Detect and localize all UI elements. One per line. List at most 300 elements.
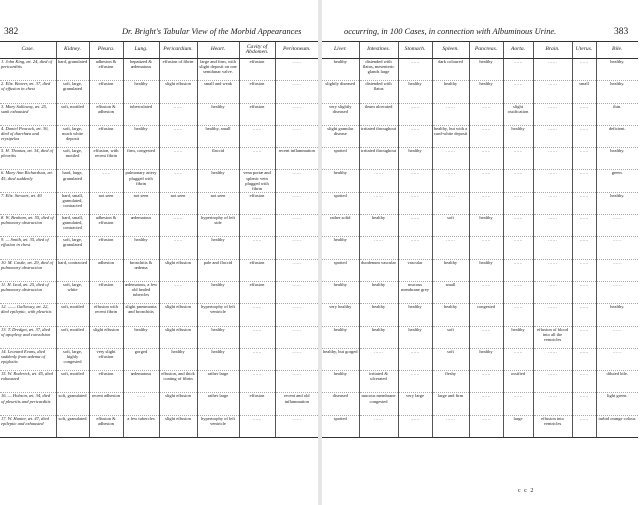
table-cell: …… <box>359 170 398 192</box>
case-cell: 4. Daniel Peacock, æt. 30, died of diarrhœa and erysipelas <box>0 125 56 147</box>
right-column-header: Pancreas. <box>469 42 503 59</box>
table-cell: …… <box>359 237 398 259</box>
table-cell: irritated & ulcerated <box>359 371 398 393</box>
case-cell: 2. Eliz. Beaver, æt. 37, died of effusion in chest <box>0 81 56 103</box>
table-cell: …… <box>533 304 572 326</box>
table-cell: œdematous <box>123 215 159 237</box>
table-cell: …… <box>359 348 398 370</box>
table-cell: …… <box>503 348 533 370</box>
table-cell: …… <box>239 371 275 393</box>
table-cell: slight effusion <box>159 415 197 437</box>
table-cell: effusion <box>239 259 275 281</box>
table-cell: healthy <box>322 281 359 303</box>
table-cell: …… <box>503 237 533 259</box>
table-row <box>322 304 638 326</box>
case-cell: 11. H. Ixod, æt. 25, died of pulmonary obstruction <box>0 281 56 303</box>
table-cell: slight granular disease <box>322 125 359 147</box>
table-cell: slight ossification <box>503 103 533 125</box>
table-cell: …… <box>596 348 638 370</box>
table-row <box>322 237 638 259</box>
table-row <box>322 59 638 81</box>
left-column-header: Cavity of Abdomen. <box>239 42 275 59</box>
table-row <box>0 103 318 125</box>
table-row <box>0 192 318 214</box>
table-cell: …… <box>572 215 596 237</box>
table-cell: very slightly diseased <box>322 103 359 125</box>
table-cell: …… <box>359 415 398 437</box>
table-row <box>0 81 318 103</box>
table-cell: …… <box>275 192 318 214</box>
table-cell: …… <box>239 148 275 170</box>
table-cell: healthy <box>398 148 432 170</box>
table-cell: healthy <box>322 371 359 393</box>
table-cell: healthy <box>322 170 359 192</box>
table-row <box>0 148 318 170</box>
right-column-header: Brain. <box>533 42 572 59</box>
table-cell: …… <box>275 81 318 103</box>
right-column-header: Spleen. <box>432 42 469 59</box>
table-cell: healthy <box>322 326 359 348</box>
table-cell: …… <box>432 237 469 259</box>
table-cell: slight effusion <box>159 393 197 415</box>
table-cell: rather large <box>197 371 239 393</box>
table-cell: …… <box>275 215 318 237</box>
table-cell: …… <box>572 371 596 393</box>
table-cell: …… <box>572 326 596 348</box>
table-cell: …… <box>572 103 596 125</box>
table-cell: …… <box>533 259 572 281</box>
table-cell: …… <box>596 215 638 237</box>
table-cell: slight pneumonia and bronchitis <box>123 304 159 326</box>
table-row <box>322 371 638 393</box>
case-cell: 6. Mary Ann Richardson, æt. 45, died suddenly <box>0 170 56 192</box>
table-cell: small <box>432 281 469 303</box>
table-cell: healthy <box>432 304 469 326</box>
table-cell: healthy. <box>596 148 638 170</box>
table-cell: effusion, with recent fibrin <box>89 148 123 170</box>
table-cell: …… <box>432 148 469 170</box>
table-cell: healthy <box>432 81 469 103</box>
table-cell: …… <box>503 148 533 170</box>
table-row <box>0 281 318 303</box>
table-cell: gorged <box>123 348 159 370</box>
table-cell: light green. <box>596 393 638 415</box>
table-cell: …… <box>503 281 533 303</box>
table-cell: …… <box>572 304 596 326</box>
table-cell: soft <box>432 326 469 348</box>
table-cell: …… <box>159 237 197 259</box>
table-row <box>322 393 638 415</box>
table-cell: healthy <box>322 59 359 81</box>
table-cell: …… <box>432 192 469 214</box>
table-cell: soft, large, granulated <box>56 81 89 103</box>
table-cell: …… <box>503 81 533 103</box>
table-cell: healthy <box>197 103 239 125</box>
case-cell: 5. H. Thomas, æt. 34, died of pleuritis <box>0 148 56 170</box>
table-cell: healthy <box>197 326 239 348</box>
table-cell: healthy <box>469 215 503 237</box>
case-cell: 15. W. Roderick, æt. 45, died exhausted <box>0 371 56 393</box>
left-column-header: Lung. <box>123 42 159 59</box>
table-cell: hypertrophy of left ventricle <box>197 415 239 437</box>
table-cell: …… <box>469 281 503 303</box>
table-cell: soft, mottled <box>56 326 89 348</box>
table-cell: effusion <box>239 192 275 214</box>
table-cell: distended with flatus, mesenteric glands large <box>359 59 398 81</box>
case-cell: 10. M. Castle, æt. 29, died of pulmonary obstruction <box>0 259 56 281</box>
table-cell: …… <box>503 59 533 81</box>
table-cell: hepatized & œdematous <box>123 59 159 81</box>
table-cell: not seen <box>197 192 239 214</box>
table-cell: hard, granulated <box>56 59 89 81</box>
table-cell: …… <box>398 170 432 192</box>
table-cell: mucous membrane congested <box>359 393 398 415</box>
table-cell: …… <box>275 170 318 192</box>
table-cell: healthy <box>159 348 197 370</box>
table-cell: …… <box>359 192 398 214</box>
table-cell: healthy <box>123 237 159 259</box>
table-cell: not seen <box>89 192 123 214</box>
table-cell: slight effusion <box>159 81 197 103</box>
left-column-header: Pleura. <box>89 42 123 59</box>
table-cell: hard, large, granulated <box>56 170 89 192</box>
table-cell: healthy, but gorged <box>322 348 359 370</box>
table-cell: not seen <box>159 192 197 214</box>
table-cell: rather large <box>197 393 239 415</box>
table-cell: healthy <box>469 348 503 370</box>
table-cell: …… <box>398 237 432 259</box>
table-cell: …… <box>398 125 432 147</box>
table-cell: effusion <box>239 281 275 303</box>
table-cell: …… <box>572 415 596 437</box>
table-cell: …… <box>398 348 432 370</box>
table-cell: …… <box>469 237 503 259</box>
table-cell: …… <box>398 59 432 81</box>
table-cell: slightly diseased <box>322 81 359 103</box>
table-cell: rather solid <box>322 215 359 237</box>
running-head-left: Dr. Bright's Tabular View of the Morbid Appearances <box>122 27 302 36</box>
table-cell: soft, large, highly congested <box>56 348 89 370</box>
table-cell: healthy, but with a curd-white deposit <box>432 125 469 147</box>
right-column-header: Stomach. <box>398 42 432 59</box>
table-cell: …… <box>533 59 572 81</box>
table-cell: œdematous <box>123 371 159 393</box>
table-cell: effusion & adhesion <box>89 415 123 437</box>
case-cell: 8. W. Benham, æt. 55, died of pulmonary obstruction <box>0 215 56 237</box>
table-cell: hard, small, granulated, contracted <box>56 215 89 237</box>
table-cell: …… <box>398 103 432 125</box>
right-page <box>322 0 640 505</box>
table-cell: vascular <box>398 259 432 281</box>
left-column-header: Pericardium. <box>159 42 197 59</box>
table-cell: …… <box>533 237 572 259</box>
table-cell: …… <box>239 125 275 147</box>
table-cell: …… <box>572 59 596 81</box>
table-cell: …… <box>469 125 503 147</box>
table-cell: healthy <box>469 59 503 81</box>
table-cell: …… <box>469 371 503 393</box>
table-cell: …… <box>503 304 533 326</box>
table-cell: healthy <box>322 237 359 259</box>
table-cell: …… <box>533 103 572 125</box>
table-cell: spotted <box>322 259 359 281</box>
table-cell: effusion into ventricles <box>533 415 572 437</box>
table-cell: pulmonary artery plugged with fibrin <box>123 170 159 192</box>
table-cell: …… <box>275 371 318 393</box>
table-cell: …… <box>572 348 596 370</box>
table-cell: very slight effusion <box>89 348 123 370</box>
table-row <box>0 125 318 147</box>
table-cell: effusion <box>89 125 123 147</box>
case-cell: 1. John King, æt. 24, died of pericarditis <box>0 59 56 81</box>
table-cell: diluted bile. <box>596 371 638 393</box>
table-cell: fleshy <box>432 371 469 393</box>
table-cell: …… <box>533 393 572 415</box>
table-cell: healthy, small <box>197 125 239 147</box>
table-cell: …… <box>159 281 197 303</box>
table-cell: irritated throughout <box>359 125 398 147</box>
table-cell: effusion with recent fibrin <box>89 304 123 326</box>
table-cell: healthy <box>503 125 533 147</box>
table-cell: healthy <box>432 259 469 281</box>
table-cell: …… <box>503 170 533 192</box>
table-cell: slight effusion <box>89 326 123 348</box>
table-cell: effusion of blood into all the ventricles <box>533 326 572 348</box>
table-cell: …… <box>533 81 572 103</box>
table-cell: …… <box>572 259 596 281</box>
table-cell: very healthy <box>322 304 359 326</box>
table-cell: soft, mottled <box>56 371 89 393</box>
table-row <box>322 148 638 170</box>
table-cell: …… <box>275 59 318 81</box>
table-cell: distended with flatus <box>359 81 398 103</box>
table-cell: effusion <box>239 59 275 81</box>
table-cell: …… <box>398 215 432 237</box>
right-column-header: Bile. <box>596 42 638 59</box>
table-row <box>322 348 638 370</box>
table-cell: slight effusion <box>159 304 197 326</box>
table-cell: …… <box>239 415 275 437</box>
table-cell: healthy <box>398 81 432 103</box>
table-cell: soft, large, granulated <box>56 237 89 259</box>
table-cell: …… <box>596 326 638 348</box>
table-cell: duodenum vascular <box>359 259 398 281</box>
table-row <box>322 192 638 214</box>
table-row <box>322 170 638 192</box>
table-cell: …… <box>275 348 318 370</box>
table-cell: soft <box>432 348 469 370</box>
table-cell: healthy <box>398 304 432 326</box>
right-column-header: Liver. <box>322 42 359 59</box>
table-cell: …… <box>469 415 503 437</box>
table-cell: …… <box>533 281 572 303</box>
table-cell: …… <box>533 170 572 192</box>
table-cell: …… <box>533 148 572 170</box>
table-cell: …… <box>596 237 638 259</box>
table-cell: healthy <box>197 237 239 259</box>
table-cell: effusion, and thick coating of fibrin <box>159 371 197 393</box>
table-cell: mucous membrane grey <box>398 281 432 303</box>
table-cell: …… <box>469 170 503 192</box>
table-cell: healthy. <box>596 192 638 214</box>
table-cell: …… <box>572 393 596 415</box>
table-cell: healthy <box>359 304 398 326</box>
table-cell: …… <box>503 192 533 214</box>
table-cell: …… <box>275 259 318 281</box>
table-cell: …… <box>239 326 275 348</box>
table-row <box>0 215 318 237</box>
table-cell: recent adhesion <box>89 393 123 415</box>
running-head-right: occurring, in 100 Cases, in connection with Albuminous Urine. <box>344 27 557 36</box>
table-cell: not seen <box>123 192 159 214</box>
table-cell: healthy <box>197 281 239 303</box>
table-row <box>322 259 638 281</box>
table-cell: …… <box>159 125 197 147</box>
table-cell: …… <box>239 348 275 370</box>
table-cell: soft, large, much white deposit <box>56 125 89 147</box>
table-cell: bronchitis & œdema <box>123 259 159 281</box>
left-column-header: Heart. <box>197 42 239 59</box>
table-cell: congested <box>469 304 503 326</box>
table-row <box>322 215 638 237</box>
table-row <box>0 393 318 415</box>
table-cell: small and weak <box>197 81 239 103</box>
table-right <box>322 41 638 438</box>
table-cell: soft <box>432 215 469 237</box>
table-cell: spotted <box>322 415 359 437</box>
table-cell: …… <box>89 170 123 192</box>
table-cell: turbid orange colour. <box>596 415 638 437</box>
right-column-header: Uterus. <box>572 42 596 59</box>
table-row <box>322 415 638 437</box>
table-cell: vena portæ and splenic vein plugged with fibrin <box>239 170 275 192</box>
table-cell: effusion <box>239 81 275 103</box>
table-cell: healthy <box>359 281 398 303</box>
table-cell: flaccid <box>197 148 239 170</box>
table-cell: hard, contracted <box>56 259 89 281</box>
table-cell: soft, mottled <box>56 103 89 125</box>
left-column-header: Peritoneum. <box>275 42 318 59</box>
case-cell: 7. Eliz. Stewart, æt. 40 <box>0 192 56 214</box>
table-cell: …… <box>533 348 572 370</box>
table-cell: healthy <box>123 326 159 348</box>
table-cell: …… <box>432 103 469 125</box>
table-cell: adhesion & effusion <box>89 59 123 81</box>
page-number-left: 382 <box>4 27 19 37</box>
table-row <box>322 81 638 103</box>
table-cell: …… <box>432 415 469 437</box>
table-cell: effusion <box>239 393 275 415</box>
right-column-header: Aorta. <box>503 42 533 59</box>
table-cell: …… <box>239 237 275 259</box>
table-cell: large <box>503 415 533 437</box>
table-cell: healthy <box>469 81 503 103</box>
table-cell: …… <box>469 148 503 170</box>
table-cell: slight effusion <box>159 326 197 348</box>
case-cell: 14. Leonard Evans, died suddenly from œdema of epiglottis <box>0 348 56 370</box>
table-cell: …… <box>572 170 596 192</box>
table-cell: soft, mottled <box>56 304 89 326</box>
table-cell: firm, congested <box>123 148 159 170</box>
table-cell: ossified <box>503 371 533 393</box>
table-cell: …… <box>398 192 432 214</box>
table-cell: soft, large, mottled <box>56 148 89 170</box>
case-cell: 17. W. Hunter, æt. 47, died epileptic and exhausted <box>0 415 56 437</box>
table-cell: deficient. <box>596 125 638 147</box>
case-cell: 12. —— Galloway, æt. 22, died epileptic, with pleuritis <box>0 304 56 326</box>
table-cell: …… <box>572 237 596 259</box>
table-row <box>0 304 318 326</box>
table-row <box>0 415 318 437</box>
table-cell: tuberculated <box>123 103 159 125</box>
table-cell: …… <box>469 192 503 214</box>
table-cell: …… <box>572 192 596 214</box>
table-cell: …… <box>503 215 533 237</box>
table-row <box>0 237 318 259</box>
table-cell: ileum ulcerated <box>359 103 398 125</box>
table-cell: healthy <box>123 81 159 103</box>
table-cell: …… <box>239 215 275 237</box>
table-cell: …… <box>159 103 197 125</box>
table-cell: …… <box>572 125 596 147</box>
table-cell: irritated throughout <box>359 148 398 170</box>
table-cell: effusion <box>89 371 123 393</box>
table-cell: healthy. <box>596 59 638 81</box>
case-cell: 3. Mary Sallaway, æt. 25, sunk exhausted <box>0 103 56 125</box>
table-cell: slight effusion <box>159 259 197 281</box>
table-row <box>322 125 638 147</box>
table-row <box>0 326 318 348</box>
table-cell: adhesion & effusion <box>89 215 123 237</box>
table-cell: healthy <box>197 170 239 192</box>
table-cell: effusion & adhesion <box>89 103 123 125</box>
table-row <box>0 170 318 192</box>
table-cell: …… <box>159 148 197 170</box>
table-cell: …… <box>503 259 533 281</box>
table-cell: effusion <box>89 281 123 303</box>
table-left <box>0 41 318 438</box>
table-cell: large and firm <box>432 393 469 415</box>
table-row <box>0 59 318 81</box>
table-cell: …… <box>533 192 572 214</box>
table-cell: …… <box>596 281 638 303</box>
table-cell: …… <box>275 415 318 437</box>
table-cell: large and firm, with slight deposit on one semilunar valve. <box>197 59 239 81</box>
table-cell: healthy. <box>596 81 638 103</box>
table-cell: …… <box>432 170 469 192</box>
table-cell: effusion <box>89 237 123 259</box>
table-row <box>322 103 638 125</box>
table-cell: …… <box>503 393 533 415</box>
table-cell: thin. <box>596 103 638 125</box>
table-cell: …… <box>469 103 503 125</box>
table-cell: …… <box>275 326 318 348</box>
table-cell: soft, granulated <box>56 393 89 415</box>
table-row <box>322 326 638 348</box>
right-column-header: Intestines. <box>359 42 398 59</box>
table-cell: spotted <box>322 148 359 170</box>
table-cell: soft, large, white <box>56 281 89 303</box>
table-cell: …… <box>572 281 596 303</box>
signature-mark: c c 2 <box>518 488 535 494</box>
table-cell: hypertrophy of left ventricle <box>197 304 239 326</box>
table-cell: …… <box>469 393 503 415</box>
table-cell: …… <box>275 281 318 303</box>
table-cell: effusion <box>239 103 275 125</box>
table-cell: effusion <box>89 81 123 103</box>
table-cell: small <box>572 81 596 103</box>
table-cell: œdematous, a few old healed tubercles <box>123 281 159 303</box>
